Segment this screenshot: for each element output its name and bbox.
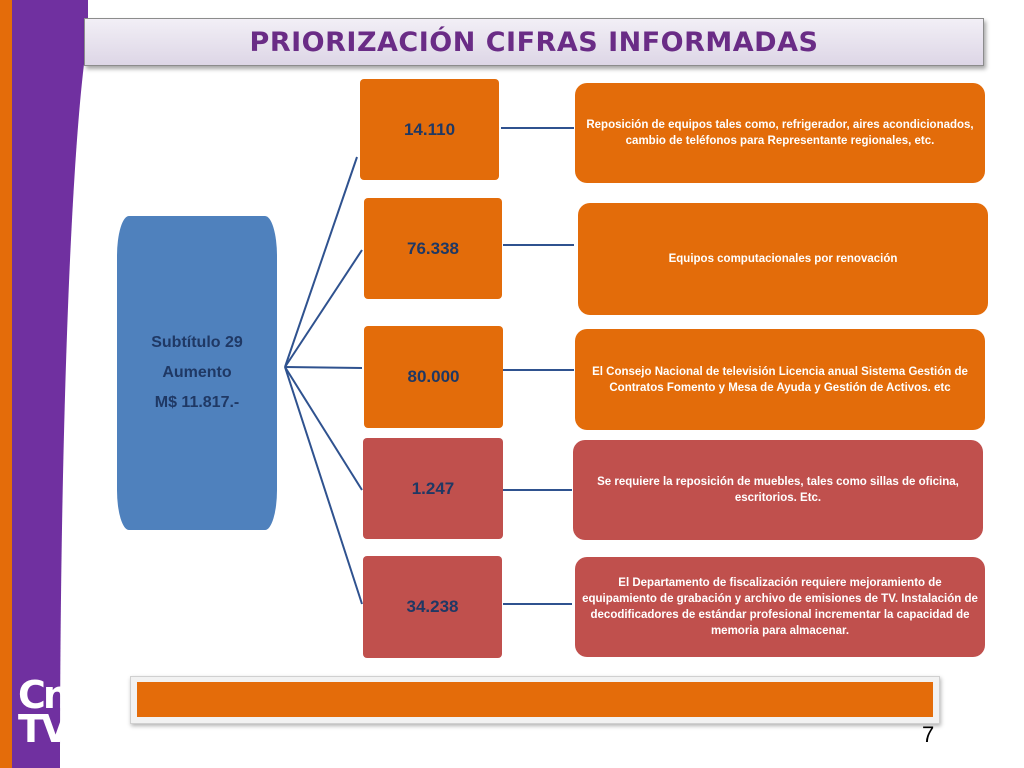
description-text-5: El Departamento de fiscalización requiere mejoramiento de equipamiento de grabación y archivo de emisiones de TV. Instalación de decodificadores de estándar profesional incrementar la capacidad de memoria para almacenar.	[582, 577, 978, 637]
amount-value-4: 1.247	[411, 478, 455, 498]
description-box-5	[575, 557, 985, 657]
root-line-1: Subtítulo 29	[151, 334, 243, 351]
description-text-2: Equipos computacionales por renovación	[668, 253, 898, 265]
amount-node-5	[363, 556, 502, 658]
amount-node-4	[363, 438, 503, 539]
logo-line-1: Cn	[18, 673, 67, 717]
root-line-3: M$ 11.817.-	[154, 394, 240, 411]
description-box-4	[573, 440, 983, 540]
connector-root-4	[285, 367, 362, 490]
footer-orange-bar	[137, 682, 933, 717]
description-box-1	[575, 83, 985, 183]
amount-value-5: 34.238	[406, 597, 459, 616]
description-text-3: El Consejo Nacional de televisión Licencia anual Sistema Gestión de Contratos Fomento y Mesa de Ayuda y Gestión de Activos. etc	[592, 365, 968, 394]
footer-bar-frame	[130, 676, 940, 724]
page-title: PRIORIZACIÓN CIFRAS INFORMADAS	[249, 26, 819, 58]
amount-node-1	[360, 79, 499, 180]
amount-node-3	[364, 326, 503, 428]
connector-root-2	[285, 250, 362, 367]
connector-root-3	[285, 367, 362, 368]
connector-root-1	[285, 157, 357, 367]
amount-value-1: 14.110	[403, 119, 456, 139]
root-line-2: Aumento	[162, 364, 232, 381]
amount-value-3: 80.000	[407, 367, 460, 386]
description-box-2	[578, 203, 988, 315]
connector-root-5	[285, 367, 362, 604]
root-node-subtitulo-29	[117, 216, 277, 530]
page-number: 7	[922, 722, 935, 747]
description-text-4: Se requiere la reposición de muebles, tales como sillas de oficina, escritorios. Etc.	[597, 476, 959, 504]
description-text-1: Reposición de equipos tales como, refrigerador, aires acondicionados, cambio de teléfonos para Representante regionales, etc.	[586, 119, 974, 147]
logo-line-2: TV	[18, 707, 68, 751]
amount-node-2	[364, 198, 502, 299]
amount-value-2: 76.338	[407, 238, 459, 258]
description-box-3	[575, 329, 985, 430]
